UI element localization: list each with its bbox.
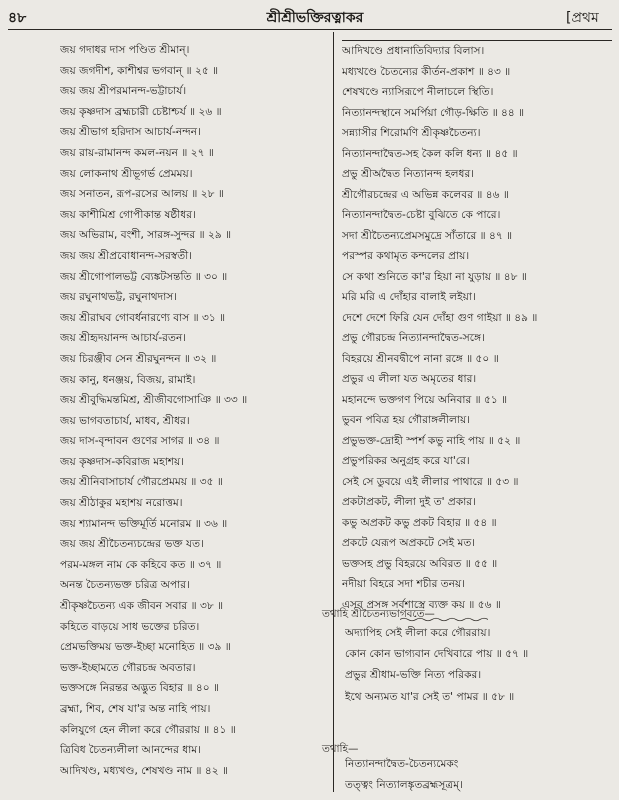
header-rule bbox=[8, 29, 612, 30]
verse-line: পরম-মঙ্গল নাম কে কহিবে কত ॥ ৩৭ ॥ bbox=[60, 558, 222, 571]
verse-line: সদা শ্রীচৈতন্যপ্রেমসমুদ্রে সাঁতারে ॥ ৪৭ ॥ bbox=[342, 229, 513, 242]
verse-line: জয় শ্রীঠাকুর মহাশয় নরোত্তম। bbox=[60, 497, 183, 510]
verse-line: জয় রঘুনাথভট্ট, রঘুনাথদাস। bbox=[60, 291, 178, 304]
verse-line: আদিখণ্ডে প্রধানাতিবিদ্যার বিলাস। bbox=[342, 40, 612, 62]
verse-line: নিত্যানন্দস্থানে সমর্পিয়া গৌড়-ক্ষিতি ॥ ৪৪ ॥ bbox=[342, 106, 525, 119]
verse-line: শেষখণ্ডে ন্যাসিরূপে নীলাচলে স্থিতি। bbox=[342, 86, 494, 98]
verse-line: পরস্পর কথামৃত কন্দলের প্রায়। bbox=[342, 250, 470, 262]
verse-line: মরি মরি এ দোঁহার বালাই লইয়া। bbox=[342, 291, 476, 303]
quote-line: প্রভুর শ্রীধাম-ভক্তি নিত্য পরিকর। bbox=[345, 669, 482, 682]
verse-line: প্রকটাপ্রকট, লীলা দুই ত' প্রকার। bbox=[342, 496, 476, 508]
verse-line: সেই সে ডুবয়ে এই লীলার পাথারে ॥ ৫৩ ॥ bbox=[342, 475, 519, 488]
verse-line: কভু অপ্রকট কভু প্রকট বিহার ॥ ৫৪ ॥ bbox=[342, 516, 497, 529]
verse-line: মধ্যখণ্ডে চৈতন্যের কীর্তন-প্রকাশ ॥ ৪৩ ॥ bbox=[342, 65, 511, 78]
verse-line: কহিতে বাড়য়ে সাধ ভক্তের চরিত। bbox=[60, 620, 200, 633]
column-divider bbox=[333, 32, 334, 792]
verse-line: জয় জগদীশ, কাশীশ্বর ভগবান্ ॥ ২৫ ॥ bbox=[60, 64, 219, 77]
page-number: ৪৮ bbox=[8, 10, 27, 26]
chapter-label: [প্রথম bbox=[566, 10, 599, 26]
verse-line: মহানন্দে ভক্তগণ পিয়ে অনিবার ॥ ৫১ ॥ bbox=[342, 393, 508, 406]
verse-line: জয় রায়-রামানন্দ কমল-নয়ন ॥ ২৭ ॥ bbox=[60, 146, 214, 159]
verse-line: জয় গদাধর দাস পণ্ডিত শ্রীমান্। bbox=[60, 44, 190, 56]
verse-line: জয় কৃষ্ণদাস ব্রহ্মচারী চেষ্টাশ্চর্য ॥ ২৬ ॥ bbox=[60, 105, 222, 118]
right-column bbox=[342, 40, 612, 615]
verse-line: বিহরয়ে শ্রীনবদ্বীপে নানা রঙ্গে ॥ ৫০ ॥ bbox=[342, 352, 499, 365]
verse-line: জয় কানু, ধনঞ্জয়, বিজয়, রামাই। bbox=[60, 373, 196, 386]
verse-line: শ্রীগৌরচন্দ্রের এ অভিন্ন কলেবর ॥ ৪৬ ॥ bbox=[342, 188, 509, 201]
verse-line: প্রেমভক্তিময় ভক্ত-ইচ্ছা মনোহিত ॥ ৩৯ ॥ bbox=[60, 641, 231, 654]
verse-line: ভক্তসহ প্রভু বিহরয়ে অবিরত ॥ ৫৫ ॥ bbox=[342, 557, 498, 570]
quote-line: তত্ত্বং নিত্যালঙ্কৃতব্রহ্মসূত্রম্। bbox=[345, 779, 463, 792]
verse-line: প্রভুভক্ত-দ্রোহী স্পর্শ কভু নাহি পায় ॥ ৫২ ॥ bbox=[342, 434, 521, 447]
verse-line: কলিযুগে হেন লীলা করে গৌররায় ॥ ৪১ ॥ bbox=[60, 723, 236, 736]
verse-line: প্রভুপরিকর অনুগ্রহ করে যা'রে। bbox=[342, 455, 470, 467]
verse-line: প্রকটে যেরূপ অপ্রকটে সেই মত। bbox=[342, 537, 476, 549]
verse-line: জয় জয় শ্রীপরমানন্দ-ভট্টাচার্য। bbox=[60, 85, 187, 98]
quote-line: নিত্যানন্দাদ্বৈত-চৈতন্যমেকং bbox=[345, 758, 459, 770]
quote-label: তথাহি— bbox=[322, 743, 359, 755]
quote-line: ইথে অন্যমত যা'র সেই ত' পামর ॥ ৫৮ ॥ bbox=[345, 690, 515, 703]
verse-line: জয় সনাতন, রূপ-রসের আলয় ॥ ২৮ ॥ bbox=[60, 188, 224, 201]
wavy-underline bbox=[400, 617, 488, 622]
verse-line: জয় কৃষ্ণদাস-কবিরাজ মহাশয়। bbox=[60, 455, 185, 468]
running-title: শ্রীশ্রীভক্তিরত্নাকর bbox=[266, 10, 364, 26]
verse-line: ব্রহ্মা, শিব, শেষ যা'র অন্ত নাহি পায়। bbox=[60, 703, 211, 715]
verse-line: জয় অভিরাম, বংশী, সারঙ্গ-সুন্দর ॥ ২৯ ॥ bbox=[60, 229, 232, 242]
quote-block bbox=[345, 623, 619, 708]
quote-line: অদ্যাপিহ সেই লীলা করে গৌররায়। bbox=[345, 627, 491, 639]
verse-line: শ্রীকৃষ্ণচৈতন্য এক জীবন সবার ॥ ৩৮ ॥ bbox=[60, 600, 224, 613]
verse-line: ভক্ত-ইচ্ছামতে গৌরচন্দ্র অবতার। bbox=[60, 661, 196, 674]
verse-line: জয় ভাগবতাচার্য, মাধব, শ্রীধর। bbox=[60, 414, 190, 427]
verse-line: জয় লোকনাথ শ্রীভূগর্ভ প্রেমময়। bbox=[60, 167, 193, 180]
verse-line: জয় শ্রীগোপালভট্ট ব্যেঙ্কটসন্ততি ॥ ৩০ ॥ bbox=[60, 270, 228, 283]
verse-line: জয় জয় শ্রীচৈতন্যচন্দ্রের ভক্ত যত। bbox=[60, 538, 204, 551]
verse-line: জয় কাশীমিশ্র গোপীকান্ত ষষ্ঠীধর। bbox=[60, 208, 196, 221]
verse-line: প্রভু গৌরচন্দ্র নিত্যানন্দাদ্বৈত-সঙ্গে। bbox=[342, 332, 485, 344]
verse-line: সে কথা শুনিতে কা'র হিয়া না যুড়ায় ॥ ৪৮ ॥ bbox=[342, 270, 527, 283]
verse-line: জয় দাস-বৃন্দাবন গুণের সাগর ॥ ৩৪ ॥ bbox=[60, 435, 220, 448]
page-header bbox=[0, 0, 619, 36]
verse-line: আদিখণ্ড, মধ্যখণ্ড, শেষখণ্ড নাম ॥ ৪২ ॥ bbox=[60, 764, 229, 777]
verse-line: প্রভু শ্রীঅদ্বৈত নিত্যানন্দ হলধর। bbox=[342, 168, 475, 180]
verse-line: জয় শ্রীবুদ্ধিমন্তমিশ্র, শ্রীজীবগোসাঞি ॥ ৩৩ ॥ bbox=[60, 394, 248, 407]
left-column bbox=[60, 40, 328, 781]
verse-line: দেশে দেশে ফিরি যেন দোঁহা গুণ গাইয়া ॥ ৪৯ ॥ bbox=[342, 311, 538, 324]
quote-block bbox=[345, 754, 619, 796]
verse-line: নদীয়া বিহরে সদা শচীর তনয়। bbox=[342, 578, 466, 590]
quote-line: কোন কোন ভাগ্যবান দেখিবারে পায় ॥ ৫৭ ॥ bbox=[345, 648, 529, 661]
verse-line: জয় শ্রীভাগ হরিদাস আচার্য-নন্দন। bbox=[60, 126, 201, 139]
verse-line: ভক্তসঙ্গে নিরন্তর অদ্ভুত বিহার ॥ ৪০ ॥ bbox=[60, 682, 220, 695]
verse-line: নিত্যানন্দাদ্বৈত-সহ কৈল কলি ধন্য ॥ ৪৫ ॥ bbox=[342, 147, 518, 160]
verse-line: ভুবন পবিত্র হয় গৌরাঙ্গলীলায়। bbox=[342, 414, 471, 426]
quote-label: তথাহি শ্রীচৈতন্যভাগবতে— bbox=[322, 608, 435, 620]
verse-line: জয় চিরঞ্জীব সেন শ্রীরঘুনন্দন ॥ ৩২ ॥ bbox=[60, 352, 217, 365]
verse-line: নিত্যানন্দাদ্বৈত-চেষ্টা বুঝিতে কে পারে। bbox=[342, 209, 501, 221]
verse-line: জয় শ্রীরাঘব গোবর্ধনারণ্যে বাস ॥ ৩১ ॥ bbox=[60, 311, 226, 324]
verse-line: প্রভুর এ লীলা যত অমৃতের ধার। bbox=[342, 373, 477, 385]
verse-line: অনন্ত চৈতন্যভক্ত চরিত্র অপার। bbox=[60, 579, 190, 592]
verse-line: জয় শ্রীহৃদয়ানন্দ আচার্য-রতন। bbox=[60, 332, 187, 345]
verse-line: এসব প্রসঙ্গ সর্বশাস্ত্রে ব্যক্ত কয় ॥ ৫৬ ॥ bbox=[342, 598, 501, 611]
verse-line: জয় শ্রীনিবাসাচার্য গৌরপ্রেমময় ॥ ৩৫ ॥ bbox=[60, 476, 223, 489]
verse-line: ত্রিবিধ চৈতন্যলীলা আনন্দের ধাম। bbox=[60, 744, 201, 757]
verse-line: জয় জয় শ্রীপ্রবোধানন্দ-সরস্বতী। bbox=[60, 249, 193, 262]
verse-line: সন্ন্যাসীর শিরোমণি শ্রীকৃষ্ণচৈতন্য। bbox=[342, 127, 481, 139]
verse-line: জয় শ্যামানন্দ ভক্তিমূর্তি মনোরম ॥ ৩৬ ॥ bbox=[60, 517, 228, 530]
